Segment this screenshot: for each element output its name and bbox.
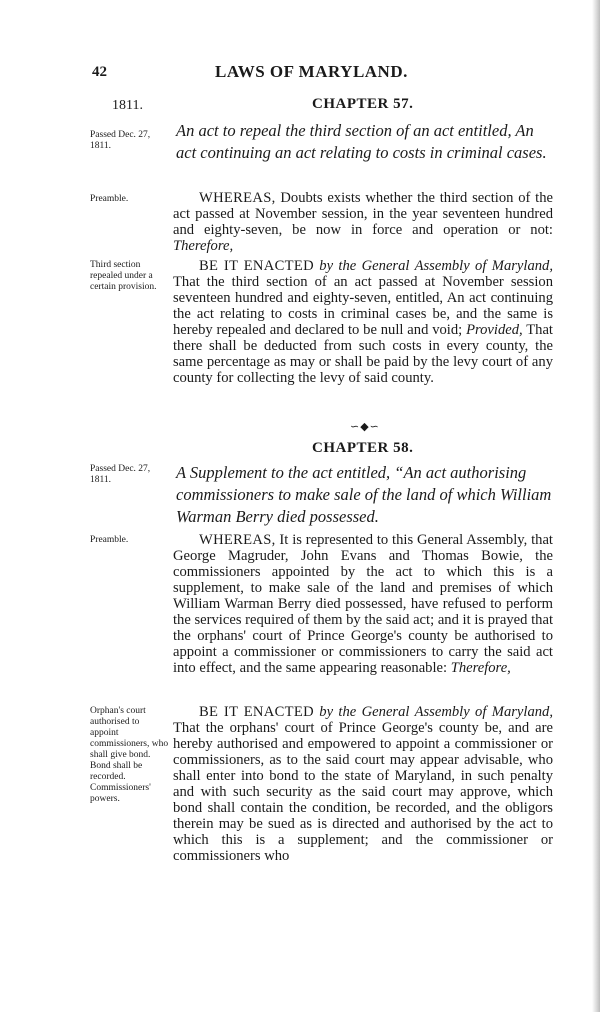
chapter-58-enactment [173,704,553,864]
chapter-58-passed-note: Passed Dec. 27, 1811. [90,464,151,485]
chapter-57-preamble [173,190,553,254]
enact-lead: BE IT ENACTED [199,258,314,274]
preamble-therefore: Therefore, [173,238,234,254]
chapter-57-enactment [173,258,553,386]
proviso-text: That there shall be deducted from such costs in every county, the same percentage as may or shall be paid by the levy court of any county for collecting the levy of said county. [173,322,553,386]
enact-authority: by the General Assembly of Maryland, [313,258,553,274]
chapter-57-subtitle: An act to repeal the third section of an act entitled, An act continuing an act relating to costs in criminal cases. [176,121,547,162]
running-title: LAWS OF MARYLAND. [215,62,408,81]
preamble-text: It is represented to this General Assembly, that George Magruder, John Evans and Thomas Bowie, the commissioners appointed by the act to which this is a supplement, to make sale of the land and premises of which William Warman Berry died possessed, have refused to perform the services required of them by the said act; and it is prayed that the orphans' court of Prince George's county be authorised to appoint a commissioner or commissioners to carry the said act into effect, and the same appearing reasonable: [173,532,553,676]
preamble-therefore: Therefore, [450,660,511,676]
proviso-label: Provided, [466,322,523,338]
page-number: 42 [92,64,107,80]
chapter-57-section-note: Third section repealed under a certain provision. [90,260,157,292]
chapter-58-title: CHAPTER 58. [312,440,414,456]
chapter-57-passed-note: Passed Dec. 27, 1811. [90,130,151,151]
chapter-57-preamble-label: Preamble. [90,194,129,204]
preamble-lead: WHEREAS, [199,190,276,206]
enact-text: That the orphans' court of Prince George's county be, and are hereby authorised and empowered to appoint a commissioner or commissioners, as to the said court may appear advisable, who shall enter into bond to the state of Maryland, in such penalty and with such security as the said court may approve, which bond shall contain the condition, be recorded, and the obligors therein may be sued as is directed and authorised by the act to which this is a supplement; and the commissioner or commissioners who [173,720,553,864]
enact-authority: by the General Assembly of Maryland, [313,704,553,720]
chapter-58-section-note: Orphan's court authorised to appoint commissioners, who shall give bond. Bond shall be recorded. Commissioners' powers. [90,706,169,804]
session-year: 1811. [112,98,143,113]
enact-lead: BE IT ENACTED [199,704,314,720]
preamble-lead: WHEREAS, [199,532,276,548]
chapter-58-preamble [173,532,553,676]
page-edge-shadow [592,0,600,1012]
chapter-58-preamble-label: Preamble. [90,535,129,545]
chapter-57-title: CHAPTER 57. [312,96,414,112]
section-ornament: ∽◆∽ [350,421,380,433]
enact-text: That the third section of an act passed at November session seventeen hundred and eighty-seven, entitled, An act continuing the act relating to costs in criminal cases be, and the same is hereby repealed and declared to be null and void; [173,274,553,338]
preamble-text: Doubts exists whether the third section of the act passed at November session, in the year seventeen hundred and eighty-seven, be now in force and operation or not: [173,190,553,238]
chapter-58-subtitle: A Supplement to the act entitled, “An act authorising commissioners to make sale of the land of which William Warman Berry died possessed. [176,463,552,526]
